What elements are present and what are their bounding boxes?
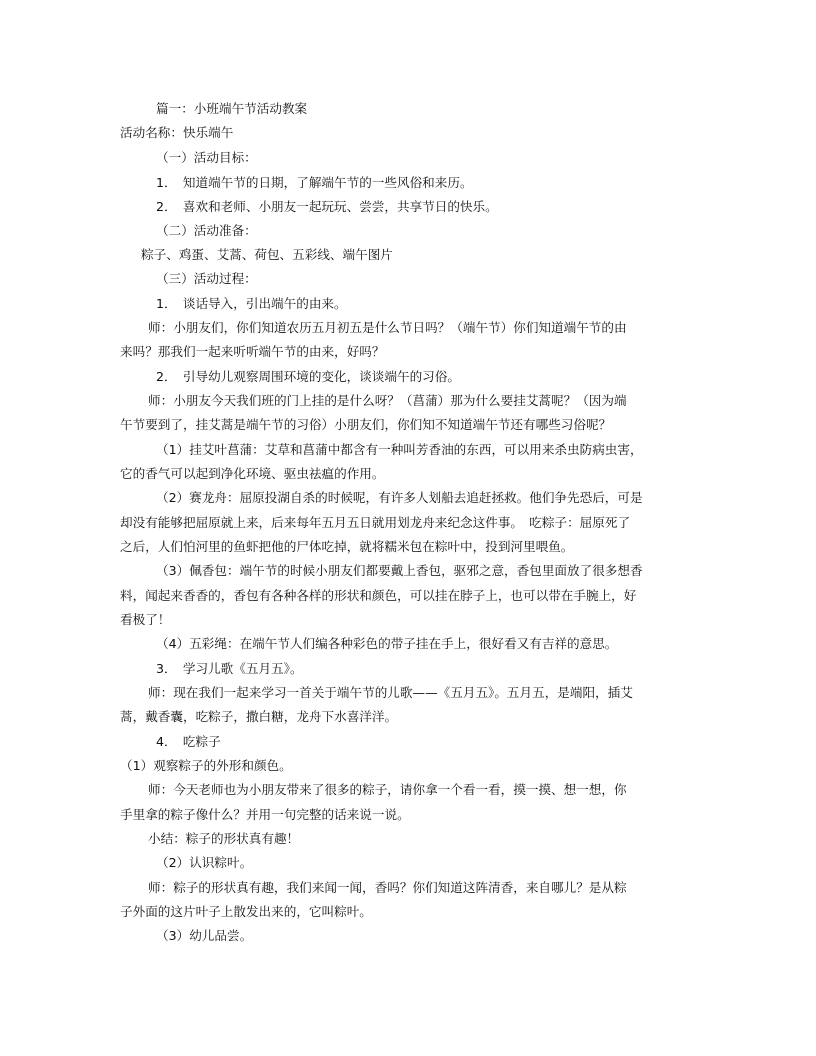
custom-1: 它的香气可以起到净化环境、驱虫祛瘟的作用。 [120,466,385,481]
custom-3: 看极了！ [120,612,171,627]
step-2: 2． 引导幼儿观察周围环境的变化，谈谈端午的习俗。 [156,369,460,384]
sub-step-1: （1）观察粽子的外形和颜色。 [120,758,292,773]
process-heading: （三）活动过程： [156,271,257,286]
step-4: 4． 吃粽子 [156,734,221,749]
step-3: 3． 学习儿歌《五月五》。 [156,661,303,676]
custom-2: 之后，人们怕河里的鱼虾把他的尸体吃掉，就将糯米包在粽叶中，投到河里喂鱼。 [120,539,574,554]
step-2-paragraph: 师：小朋友今天我们班的门上挂的是什么呀？（菖蒲）那为什么要挂艾蒿呢？（因为端 [148,393,627,408]
sub-step-3: （3）幼儿品尝。 [156,928,253,943]
step-1: 1． 谈话导入，引出端午的由来。 [156,296,347,311]
prep-heading: （二）活动准备： [156,223,257,238]
prep-items: 粽子、鸡蛋、艾蒿、荷包、五彩线、端午图片 [141,247,393,262]
custom-2: （2）赛龙舟：屈原投湖自杀的时候呢，有许多人划船去追赶拯救。他们争先恐后，可是 [156,490,643,505]
step-3-paragraph: 蒿，戴香囊，吃粽子，撒白糖，龙舟下水喜洋洋。 [120,709,398,724]
custom-3: （3）佩香包：端午节的时候小朋友们都要戴上香包，驱邪之意，香包里面放了很多想香 [156,563,643,578]
summary: 小结：粽子的形状真有趣！ [148,831,300,846]
step-2-paragraph: 午节要到了，挂艾蒿是端午节的习俗）小朋友们，你们知不知道端午节还有哪些习俗呢？ [120,417,612,432]
step-1-paragraph: 来吗？那我们一起来听听端午节的由来，好吗？ [120,344,385,359]
custom-2: 却没有能够把屈原就上来，后来每年五月五日就用划龙舟来纪念这件事。 吃粽子：屈原死了 [120,515,631,530]
goals-heading: （一）活动目标： [156,150,257,165]
goal-1: 1． 知道端午节的日期，了解端午节的一些风俗和来历。 [156,175,473,190]
sub-step-1-paragraph: 手里拿的粽子像什么？并用一句完整的话来说一说。 [120,807,410,822]
step-1-paragraph: 师：小朋友们，你们知道农历五月初五是什么节日吗？（端午节）你们知道端午节的由 [148,320,627,335]
custom-1: （1）挂艾叶菖蒲：艾草和菖蒲中都含有一种叫芳香油的东西，可以用来杀虫防病虫害， [156,442,643,457]
sub-step-2-paragraph: 师：粽子的形状真有趣，我们来闻一闻，香吗？你们知道这阵清香，来自哪儿？是从粽 [148,880,627,895]
step-3-paragraph: 师：现在我们一起来学习一首关于端午节的儿歌——《五月五》。五月五，是端阳，插艾 [148,685,633,700]
sub-step-2: （2）认识粽叶。 [156,855,253,870]
sub-step-1-paragraph: 师：今天老师也为小朋友带来了很多的粽子，请你拿一个看一看，摸一摸、想一想，你 [148,782,627,797]
custom-4: （4）五彩绳：在端午节人们编各种彩色的带子挂在手上，很好看又有吉祥的意思。 [156,636,618,651]
custom-3: 料，闻起来香香的，香包有各种各样的形状和颜色，可以挂在脖子上，也可以带在手腕上，好 [120,588,637,603]
activity-name: 活动名称：快乐端午 [120,125,234,140]
document-title: 篇一：小班端午节活动教案 [156,101,308,116]
goal-2: 2． 喜欢和老师、小朋友一起玩玩、尝尝，共享节日的快乐。 [156,199,498,214]
sub-step-2-paragraph: 子外面的这片叶子上散发出来的，它叫粽叶。 [120,904,372,919]
